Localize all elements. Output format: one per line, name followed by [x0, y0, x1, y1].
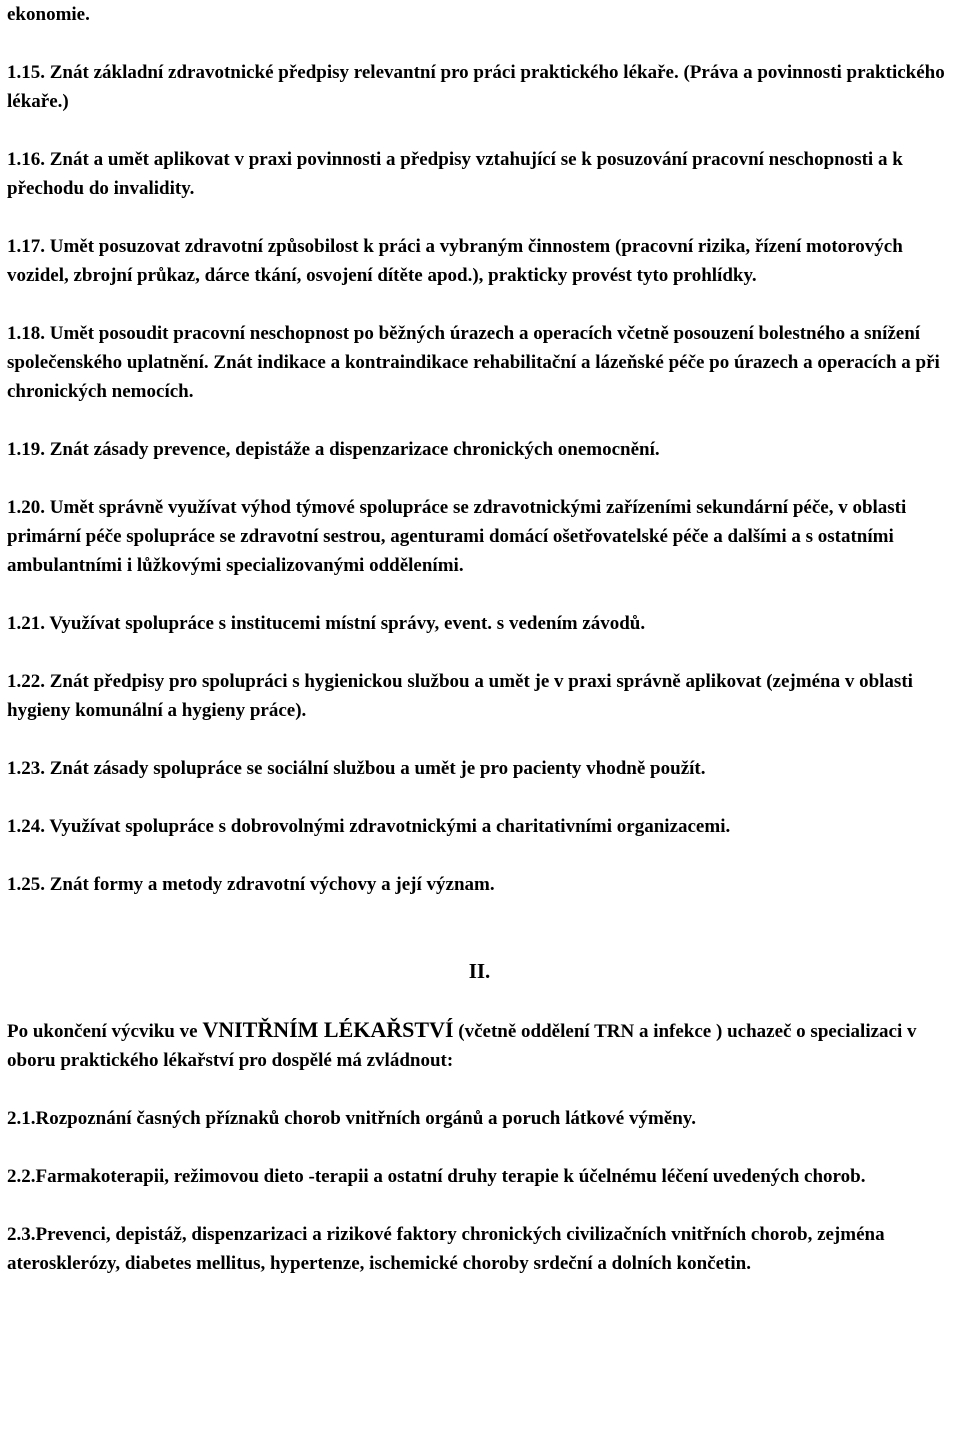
paragraph-1-16: 1.16. Znát a umět aplikovat v praxi povinnosti a předpisy vztahující se k posuzování pracovní neschopnosti a k přechodu do invalidity.	[7, 149, 903, 199]
paragraph-1-23: 1.23. Znát zásady spolupráce se sociální službou a umět je pro pacienty vhodně použít.	[7, 758, 706, 779]
paragraph-1-20: 1.20. Umět správně využívat výhod týmové spolupráce se zdravotnickými zařízeními sekundární péče, v oblasti primární péče spolupráce se zdravotní sestrou, agenturami domácí ošetřovatelské péče a dalšími a s ostatními ambulantními i lůžkovými specializovanými odděleními.	[7, 497, 907, 576]
intro-emphasis: VNITŘNÍM LÉKAŘSTVÍ	[202, 1017, 454, 1042]
paragraph-1-21: 1.21. Využívat spolupráce s institucemi místní správy, event. s vedením závodů.	[7, 613, 646, 634]
paragraph-1-22: 1.22. Znát předpisy pro spolupráci s hygienickou službou a umět je v praxi správně aplikovat (zejména v oblasti hygieny komunální a hygieny práce).	[7, 671, 913, 721]
section-heading: II.	[468, 959, 491, 983]
intro-before: Po ukončení výcviku ve	[7, 1021, 203, 1042]
paragraph-continuation: ekonomie.	[7, 4, 90, 25]
paragraph-1-17: 1.17. Umět posuzovat zdravotní způsobilost k práci a vybraným činnostem (pracovní rizika, řízení motorových vozidel, zbrojní průkaz, dárce tkání, osvojení dítěte apod.), prakticky provést tyto prohlídky.	[7, 236, 903, 286]
item-2-2: 2.2.Farmakoterapii, režimovou dieto -terapii a ostatní druhy terapie k účelnému léčení uvedených chorob.	[7, 1166, 866, 1187]
paragraph-1-18: 1.18. Umět posoudit pracovní neschopnost po běžných úrazech a operacích včetně posouzení bolestného a snížení společenského uplatnění. Znát indikace a kontraindikace rehabilitační a lázeňské péče po úrazech a operacích a při chronických nemocích.	[7, 323, 940, 402]
paragraph-1-24: 1.24. Využívat spolupráce s dobrovolnými zdravotnickými a charitativními organizacemi.	[7, 816, 731, 837]
intro-after: (včetně oddělení TRN a infekce ) uchazeč o specializaci v oboru praktického lékařství pro dospělé má zvládnout:	[7, 1021, 917, 1071]
item-2-1: 2.1.Rozpoznání časných příznaků chorob vnitřních orgánů a poruch látkové výměny.	[7, 1108, 697, 1129]
item-2-3: 2.3.Prevenci, depistáž, dispenzarizaci a rizikové faktory chronických civilizačních vnitřních chorob, zejména aterosklerózy, diabetes mellitus, hypertenze, ischemické choroby srdeční a dolních končetin.	[7, 1224, 885, 1274]
section-intro	[7, 1015, 952, 1075]
paragraph-1-15: 1.15. Znát základní zdravotnické předpisy relevantní pro práci praktického lékaře. (Práva a povinnosti praktického lékaře.)	[7, 62, 945, 112]
paragraph-1-25: 1.25. Znát formy a metody zdravotní výchovy a její význam.	[7, 874, 495, 895]
paragraph-1-19: 1.19. Znát zásady prevence, depistáže a dispenzarizace chronických onemocnění.	[7, 439, 660, 460]
